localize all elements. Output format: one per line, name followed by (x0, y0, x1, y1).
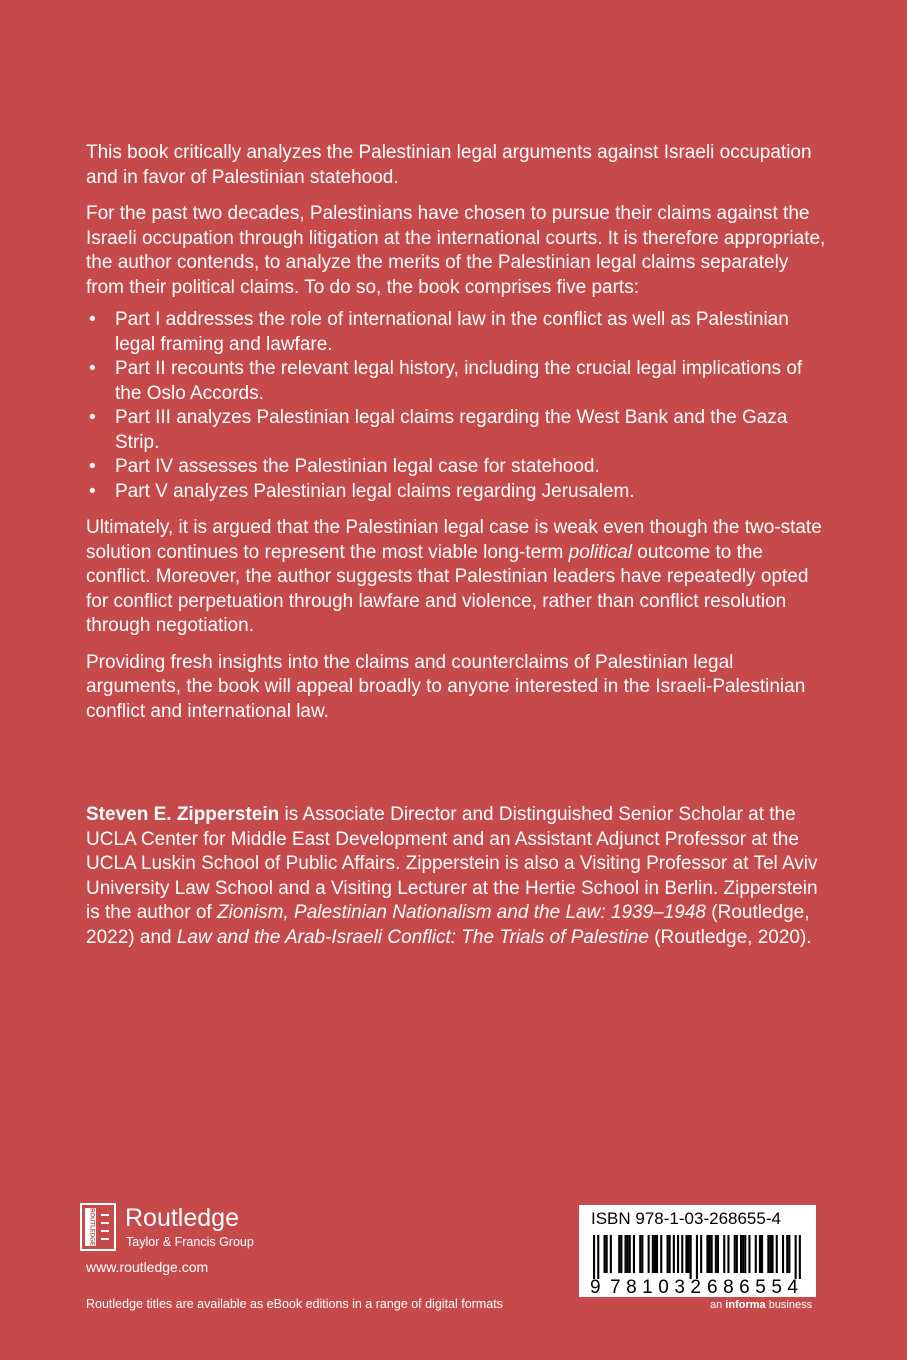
barcode-bar (690, 1235, 692, 1279)
barcode-bar (734, 1235, 736, 1273)
barcode-bar (625, 1235, 627, 1273)
publisher-website[interactable]: www.routledge.com (86, 1259, 209, 1275)
barcode-bar (685, 1235, 687, 1273)
barcode-bar (769, 1235, 771, 1273)
barcode-bar (788, 1235, 790, 1273)
barcode-bar (799, 1235, 801, 1279)
barcode-bar (744, 1235, 746, 1273)
informa-brand: informa (725, 1299, 766, 1311)
barcode-bar (688, 1235, 690, 1273)
logo-vertical-text: ROUTLEDGE (88, 1208, 95, 1246)
barcode-bar (629, 1235, 631, 1273)
barcode-bar (610, 1235, 612, 1273)
barcode-bar (795, 1235, 797, 1279)
barcode-bar (696, 1235, 698, 1279)
parts-list-item: • Part V analyzes Palestinian legal claims regarding Jerusalem. (86, 480, 826, 505)
barcode-bar (606, 1235, 608, 1273)
parts-list-item: • Part II recounts the relevant legal history, including the crucial legal implications of the Oslo Accords. (86, 357, 826, 406)
barcode-bar (772, 1235, 774, 1273)
barcode-bar (709, 1235, 711, 1273)
barcode-bar (740, 1235, 742, 1273)
barcode-bar (667, 1235, 669, 1273)
barcode-bar (748, 1235, 750, 1273)
barcode-bar (786, 1235, 788, 1273)
isbn-label: ISBN 978-1-03-268655-4 (591, 1209, 781, 1228)
barcode-bar (767, 1235, 769, 1273)
barcode-bar (654, 1235, 656, 1273)
book-title: Law and the Arab-Israeli Conflict: The Trials of Palestine (176, 926, 649, 948)
barcode-bar (717, 1235, 719, 1273)
publisher-group: Taylor & Francis Group (126, 1235, 254, 1249)
barcode-bar (706, 1235, 708, 1273)
barcode-bar (620, 1235, 622, 1273)
barcode-bar (776, 1235, 778, 1273)
barcode-bar (782, 1235, 784, 1273)
description-paragraph-4: Providing fresh insights into the claims and counterclaims of Palestinian legal arguments, the book will appeal broadly to anyone interested in the Israeli-Palestinian conflict and international law. (86, 651, 806, 722)
description-paragraph-3: Ultimately, it is argued that the Palestinian legal case is weak even though the two-state solution continues to represent the most viable long-term political outcome to the conflict. Moreover, the author suggests that Palestinian leaders have repeatedly opted for conflict perpetuation through lawfare and violence, rather than conflict resolution through negotiation. (86, 517, 822, 636)
back-cover-description (86, 141, 826, 736)
book-title: Zionism, Palestinian Nationalism and the Law: 1939–1948 (216, 902, 706, 923)
barcode-digits-right: 686554 (707, 1277, 798, 1297)
parts-list-item: • Part IV assesses the Palestinian legal case for statehood. (86, 455, 826, 480)
informa-business-tag: an informa business (710, 1299, 813, 1311)
author-bio: Steven E. Zipperstein is Associate Director and Distinguished Senior Scholar at the UCLA Center for Middle East Development and an Assistant Adjunct Professor at the UCLA Luskin School of Public Affairs. Zipperstein is also a Visiting Professor at Tel Aviv University Law School and a Visiting Lecturer at the Hertie School in Berlin. Zipperstein is the author of Zionism, Palestinian Nationalism and the Law: 1939–1948 (Routledge, 2022) and Law and the Arab-Israeli Conflict: The Trials of Palestine (Routledge, 2020). (86, 804, 818, 948)
barcode-bar (639, 1235, 641, 1273)
barcode-bar (711, 1235, 713, 1273)
parts-list-item: • Part III analyzes Palestinian legal claims regarding the West Bank and the Gaza Strip. (86, 406, 826, 455)
barcode-bar (700, 1235, 702, 1273)
barcode-bar (715, 1235, 717, 1273)
ebook-note: Routledge titles are available as eBook editions in a range of digital formats (86, 1297, 503, 1311)
barcode-bar (641, 1235, 643, 1273)
barcode-bar (669, 1235, 671, 1273)
barcode-bar (656, 1235, 658, 1273)
barcode-bar (618, 1235, 620, 1273)
barcode-bar (593, 1235, 595, 1279)
barcode-bars (593, 1235, 801, 1279)
barcode-bar (652, 1235, 654, 1273)
routledge-logo-icon (80, 1203, 116, 1251)
barcode-bar (597, 1235, 599, 1279)
author-name: Steven E. Zipperstein (86, 804, 280, 825)
barcode-bar (681, 1235, 683, 1273)
barcode-lead-digit: 9 (590, 1277, 601, 1297)
isbn-barcode (579, 1205, 816, 1297)
barcode-digits-left: 781032 (610, 1277, 701, 1297)
publisher-name: Routledge (125, 1204, 239, 1232)
barcode-bar (627, 1235, 629, 1273)
parts-list (86, 308, 826, 504)
barcode-bar (761, 1235, 763, 1273)
description-paragraph-1: This book critically analyzes the Palestinian legal arguments against Israeli occupation and in favor of Palestinian statehood. (86, 142, 812, 188)
barcode-bar (604, 1235, 606, 1273)
barcode-bar (648, 1235, 650, 1273)
barcode-bar (755, 1235, 757, 1273)
barcode-bar (736, 1235, 738, 1273)
barcode-bar (759, 1235, 761, 1273)
barcode-bar (727, 1235, 729, 1273)
barcode-bar (633, 1235, 635, 1273)
parts-list-item: • Part I addresses the role of international law in the conflict as well as Palestinian legal framing and lawfare. (86, 308, 826, 357)
barcode-bar (673, 1235, 675, 1273)
barcode-bar (742, 1235, 744, 1273)
barcode-graphic (579, 1205, 816, 1297)
emphasis-political: political (568, 541, 633, 563)
barcode-bar (723, 1235, 725, 1273)
barcode-bar (660, 1235, 662, 1273)
barcode-bar (677, 1235, 679, 1273)
description-paragraph-2: For the past two decades, Palestinians have chosen to pursue their claims against the Israeli occupation through litigation at the international courts. It is therefore appropriate, the author contends, to analyze the merits of the Palestinian legal claims separately from their political claims. To do so, the book comprises five parts: (86, 203, 826, 298)
